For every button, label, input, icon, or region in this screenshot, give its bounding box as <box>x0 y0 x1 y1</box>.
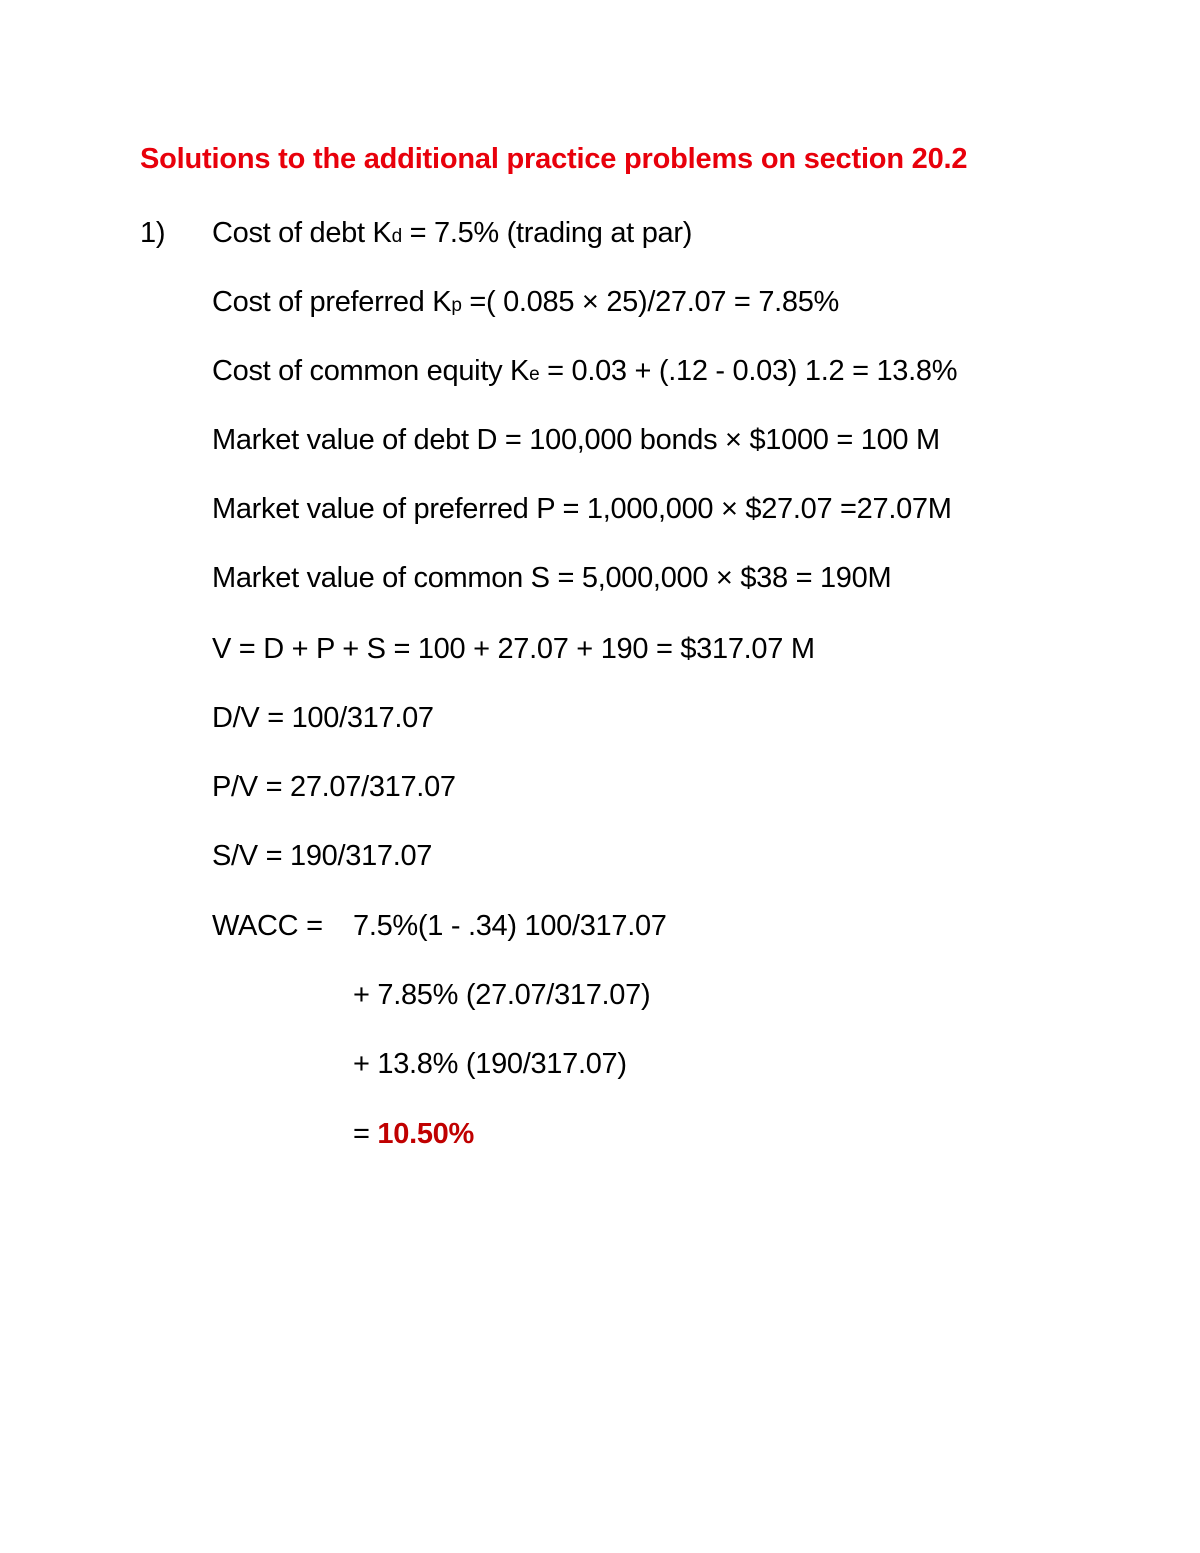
problem-number: 1) <box>140 217 166 249</box>
cost-of-preferred-label: Cost of preferred K <box>212 286 452 318</box>
common-weight-line: S/V = 190/317.07 <box>212 840 433 872</box>
wacc-equals-sign: = <box>353 1118 378 1150</box>
wacc-term-preferred: + 7.85% (27.07/317.07) <box>353 979 651 1011</box>
market-value-common-line: Market value of common S = 5,000,000 × $38 = 190M <box>212 562 892 594</box>
market-value-preferred-line: Market value of preferred P = 1,000,000 × $27.07 =27.07M <box>212 493 952 525</box>
wacc-result-line <box>353 1116 474 1152</box>
market-value-debt-line: Market value of debt D = 100,000 bonds × $1000 = 100 M <box>212 424 940 456</box>
wacc-label: WACC = <box>212 910 323 942</box>
cost-of-preferred-subscript: p <box>451 295 462 316</box>
page-title: Solutions to the additional practice problems on section 20.2 <box>140 143 968 175</box>
cost-of-debt-value: = 7.5% (trading at par) <box>401 217 693 249</box>
cost-of-equity-subscript: e <box>529 364 540 385</box>
cost-of-equity-label: Cost of common equity K <box>212 355 530 387</box>
cost-of-debt-subscript: d <box>391 226 402 247</box>
cost-of-preferred-line <box>212 284 839 324</box>
preferred-weight-line: P/V = 27.07/317.07 <box>212 771 456 803</box>
cost-of-debt-label: Cost of debt K <box>212 217 392 249</box>
cost-of-equity-line <box>212 353 957 393</box>
debt-weight-line: D/V = 100/317.07 <box>212 702 434 734</box>
cost-of-debt-line <box>212 215 692 255</box>
wacc-term-common: + 13.8% (190/317.07) <box>353 1048 627 1080</box>
wacc-term-debt: 7.5%(1 - .34) 100/317.07 <box>353 910 667 942</box>
cost-of-preferred-value: =( 0.085 × 25)/27.07 = 7.85% <box>461 286 840 318</box>
cost-of-equity-value: = 0.03 + (.12 - 0.03) 1.2 = 13.8% <box>539 355 958 387</box>
total-value-line: V = D + P + S = 100 + 27.07 + 190 = $317.07 M <box>212 633 815 665</box>
wacc-result-value: 10.50% <box>377 1118 474 1150</box>
